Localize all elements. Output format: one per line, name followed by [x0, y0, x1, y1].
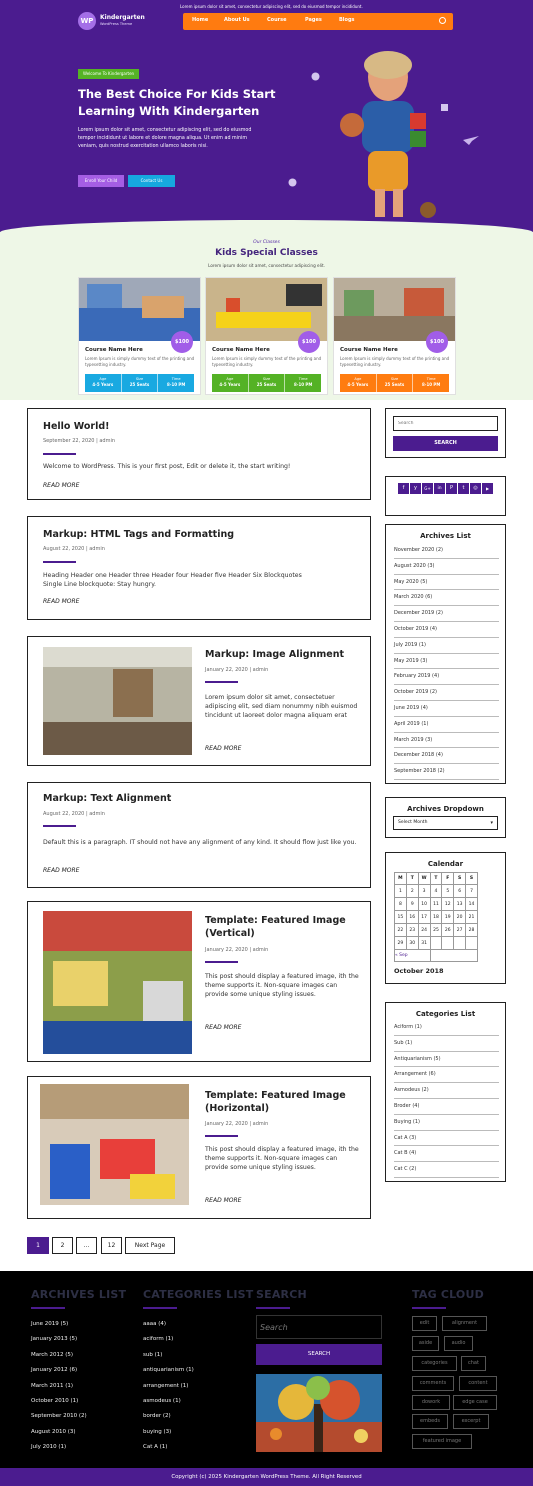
tumblr-icon[interactable]: t [458, 483, 469, 494]
calendar-day: 17 [418, 911, 430, 924]
stat-value: 4-5 Years [347, 382, 369, 387]
calendar-weekday: T [430, 873, 442, 885]
tag-link[interactable]: excerpt [453, 1414, 489, 1429]
main-nav [183, 13, 453, 30]
class-name[interactable]: Course Name Here [212, 347, 270, 353]
footer-archive-link[interactable]: March 2012 (5) [31, 1351, 74, 1358]
post-title[interactable]: Markup: HTML Tags and Formatting [43, 529, 235, 540]
footer-archive-link[interactable]: August 2010 (3) [31, 1428, 76, 1435]
footer-category-link[interactable]: arrangement (1) [143, 1382, 189, 1389]
nav-course[interactable]: Course [267, 17, 287, 23]
archive-link[interactable]: August 2020 (3) [394, 559, 499, 575]
topbar-text: Lorem ipsum dolor sit amet, consectetur adipiscing elit, sed do eiusmod tempor incididunt. [180, 4, 363, 9]
calendar-day: 14 [466, 898, 478, 911]
post-thumbnail[interactable] [40, 1084, 189, 1205]
calendar-day: 29 [395, 937, 407, 950]
calendar-weekday: M [395, 873, 407, 885]
calendar-day: 25 [430, 924, 442, 937]
class-price: $100 [426, 331, 448, 353]
stat-label: Age [226, 377, 234, 381]
category-link[interactable]: Aciform (1) [394, 1020, 499, 1036]
nav-blogs[interactable]: Blogs [339, 17, 355, 23]
stat-value: 4-5 Years [219, 382, 241, 387]
class-stats [212, 374, 321, 392]
class-desc: Lorem Ipsum is simply dummy text of the printing and typesetting industry. [212, 356, 322, 367]
category-link[interactable]: Broder (4) [394, 1099, 499, 1115]
footer-categories-list [143, 1317, 194, 1456]
site-logo[interactable]: WP [78, 12, 96, 30]
footer-search-input[interactable] [256, 1315, 382, 1339]
sidebar-dropdown-widget [385, 797, 506, 838]
stat-label: Age [354, 377, 362, 381]
post-excerpt: Heading Header one Header three Header four Header five Header Six Blockquotes Single Line blockquote: Stay hungry. [43, 572, 302, 588]
stat-label: Size [135, 377, 144, 381]
plane-icon [462, 132, 480, 146]
category-link[interactable]: Antiquarianism (5) [394, 1052, 499, 1068]
post-excerpt: Welcome to WordPress. This is your first post, Edit or delete it, the start writing! [43, 463, 291, 470]
linkedin-icon[interactable]: in [434, 483, 445, 494]
class-desc: Lorem Ipsum is simply dummy text of the printing and typesetting industry. [85, 356, 195, 367]
post-divider [205, 681, 238, 683]
calendar-table [394, 872, 478, 962]
ball-icon [311, 72, 320, 81]
post-divider [43, 825, 76, 827]
category-link[interactable]: Cat A (3) [394, 1131, 499, 1147]
youtube-icon[interactable]: ▶ [482, 483, 493, 494]
archive-link[interactable]: October 2019 (2) [394, 685, 499, 701]
footer-category-link[interactable]: buying (3) [143, 1428, 172, 1435]
post-meta: January 22, 2020 | admin [205, 1121, 269, 1127]
category-link[interactable]: Cat C (2) [394, 1162, 499, 1178]
footer-archive-link[interactable]: October 2010 (1) [31, 1398, 79, 1405]
post-divider [43, 453, 76, 455]
stat-label: Size [262, 377, 271, 381]
post-card [27, 782, 371, 888]
page-12-button[interactable]: 12 [101, 1237, 122, 1254]
footer-archives-title: ARCHIVES LIST [31, 1288, 127, 1301]
dice-icon [440, 103, 449, 112]
footer-category-link[interactable]: border (2) [143, 1413, 171, 1420]
calendar-day: 31 [418, 937, 430, 950]
page-dots: ... [76, 1237, 97, 1254]
pinterest-icon[interactable]: P [446, 483, 457, 494]
calendar-weekday: T [406, 873, 418, 885]
footer-search-button[interactable]: SEARCH [256, 1344, 382, 1365]
archive-link[interactable]: October 2019 (4) [394, 622, 499, 638]
instagram-icon[interactable]: ◎ [470, 483, 481, 494]
tag-link[interactable]: embeds [412, 1414, 448, 1429]
class-name[interactable]: Course Name Here [85, 347, 143, 353]
tag-link[interactable]: audio [444, 1336, 473, 1351]
calendar-day: 2 [406, 885, 418, 898]
tag-link[interactable]: edit [412, 1316, 437, 1331]
next-page-button[interactable]: Next Page [125, 1237, 175, 1254]
classes-section [0, 232, 533, 400]
facebook-icon[interactable]: f [398, 483, 409, 494]
post-thumbnail[interactable] [43, 647, 192, 755]
class-price: $100 [298, 331, 320, 353]
footer-title-underline [31, 1307, 65, 1309]
calendar-day: 23 [406, 924, 418, 937]
site-tagline: WordPress Theme [100, 22, 133, 26]
calendar-day: 16 [406, 911, 418, 924]
calendar-day: 4 [430, 885, 442, 898]
calendar-day: 8 [395, 898, 407, 911]
read-more-link[interactable]: READ MORE [43, 867, 80, 874]
post-divider [205, 961, 238, 963]
widget-title: Calendar [427, 860, 464, 868]
archive-link[interactable]: May 2020 (5) [394, 575, 499, 591]
calendar-day: 9 [406, 898, 418, 911]
post-title[interactable]: Template: Featured Image (Vertical) [205, 915, 346, 939]
classes-kicker: Our Classes [253, 240, 280, 245]
post-meta: September 22, 2020 | admin [43, 438, 116, 444]
calendar-day: 21 [466, 911, 478, 924]
archive-month-select[interactable] [393, 816, 498, 830]
calendar-month: October 2018 [394, 967, 444, 975]
footer-tree-painting [256, 1374, 382, 1452]
archive-link[interactable]: February 2019 (4) [394, 669, 499, 685]
tag-link[interactable]: featured image [412, 1434, 472, 1449]
archive-link[interactable]: December 2019 (2) [394, 606, 499, 622]
calendar-day: 6 [454, 885, 466, 898]
calendar-day [442, 937, 454, 950]
calendar-day [430, 937, 442, 950]
ball-icon [288, 178, 297, 187]
read-more-link[interactable]: READ MORE [205, 745, 242, 752]
archive-link[interactable]: December 2018 (4) [394, 748, 499, 764]
stat-value: 25 Seats [256, 382, 277, 387]
calendar-weekday: S [466, 873, 478, 885]
hero-section [0, 0, 533, 232]
calendar-day: 10 [418, 898, 430, 911]
calendar-day: 20 [454, 911, 466, 924]
category-link[interactable]: Buying (1) [394, 1115, 499, 1131]
stat-label: Age [99, 377, 107, 381]
post-excerpt: Default this is a paragraph. IT should not have any alignment of any kind. It should flow just like you. [43, 839, 357, 846]
footer-archive-link[interactable]: January 2013 (5) [31, 1336, 78, 1343]
hero-character-illustration [320, 35, 455, 225]
footer-title-underline [256, 1307, 290, 1309]
footer-archive-link[interactable]: March 2011 (1) [31, 1382, 74, 1389]
archive-link[interactable]: July 2019 (1) [394, 638, 499, 654]
calendar-day: 24 [418, 924, 430, 937]
archives-list [394, 543, 499, 780]
post-card [27, 901, 371, 1062]
page-2-button[interactable]: 2 [52, 1237, 73, 1254]
sidebar-search-button[interactable]: SEARCH [393, 436, 498, 451]
category-link[interactable]: Cat B (4) [394, 1146, 499, 1162]
post-excerpt: This post should display a featured image, ith the theme supports it. Non-square images can provide some unique styling issues. [205, 973, 359, 998]
select-value: Select Month [398, 820, 428, 825]
calendar-day: 5 [442, 885, 454, 898]
calendar-day: 19 [442, 911, 454, 924]
tag-link[interactable]: categories [412, 1356, 457, 1371]
footer-archive-link[interactable]: September 2010 (2) [31, 1413, 87, 1420]
calendar-day: 27 [454, 924, 466, 937]
class-price: $100 [171, 331, 193, 353]
stat-value: 25 Seats [129, 382, 150, 387]
stat-label: Time [298, 377, 308, 381]
tag-link[interactable]: dowork [412, 1395, 450, 1410]
hero-badge: Welcome To Kindergarten [78, 69, 139, 79]
sidebar-archives-widget [385, 524, 506, 784]
class-stats [85, 374, 194, 392]
tag-link[interactable]: chat [461, 1356, 486, 1371]
calendar-weekday: S [454, 873, 466, 885]
footer-category-link[interactable]: aaaa (4) [143, 1321, 167, 1327]
calendar-day: 13 [454, 898, 466, 911]
stat-value: 8-10 PM [422, 382, 441, 387]
stat-value: 8-10 PM [294, 382, 313, 387]
page-1-button[interactable]: 1 [27, 1237, 49, 1254]
class-desc: Lorem Ipsum is simply dummy text of the printing and typesetting industry. [340, 356, 450, 367]
footer-category-link[interactable]: sub (1) [143, 1351, 163, 1358]
stat-value: 4-5 Years [92, 382, 114, 387]
tag-link[interactable]: edge case [453, 1395, 497, 1410]
post-title[interactable]: Template: Featured Image (Horizontal) [205, 1090, 346, 1114]
calendar-day: 15 [395, 911, 407, 924]
nav-home[interactable]: Home [192, 17, 209, 23]
nav-about[interactable]: About Us [224, 17, 250, 23]
archive-link[interactable]: November 2020 (2) [394, 543, 499, 559]
class-card[interactable] [205, 277, 328, 395]
calendar-day: 18 [430, 911, 442, 924]
post-excerpt: Lorem ipsum dolor sit amet, consectetuer adipiscing elit, sed diam nonummy nibh euismod tincidunt ut laoreet dolor magna aliquam erat [205, 694, 358, 719]
search-icon[interactable] [439, 17, 446, 24]
categories-list [394, 1020, 499, 1178]
sidebar-categories-widget [385, 1002, 506, 1182]
calendar-day: 26 [442, 924, 454, 937]
calendar-day: 22 [395, 924, 407, 937]
contact-button[interactable]: Contact Us [128, 175, 175, 187]
calendar-day [454, 937, 466, 950]
google-plus-icon[interactable]: G+ [422, 483, 433, 494]
calendar-day [466, 937, 478, 950]
read-more-link[interactable]: READ MORE [205, 1197, 242, 1204]
archive-link[interactable]: May 2019 (3) [394, 654, 499, 670]
post-thumbnail[interactable] [43, 911, 192, 1054]
site-name[interactable]: Kindergarten [100, 14, 145, 21]
sidebar-search-input[interactable] [393, 416, 498, 431]
tag-link[interactable]: alignment [442, 1316, 487, 1331]
category-link[interactable]: Arrangement (6) [394, 1067, 499, 1083]
post-title[interactable]: Markup: Image Alignment [205, 649, 345, 660]
nav-pages[interactable]: Pages [305, 17, 322, 23]
post-divider [205, 1135, 238, 1137]
tag-link[interactable]: comments [412, 1376, 454, 1391]
read-more-link[interactable]: READ MORE [43, 482, 80, 489]
post-title[interactable]: Hello World! [43, 421, 110, 432]
footer-category-link[interactable]: Cat A (1) [143, 1444, 168, 1451]
archive-link[interactable]: September 2018 (2) [394, 764, 499, 780]
calendar-day: 1 [395, 885, 407, 898]
widget-title: Categories List [415, 1010, 476, 1018]
archive-link[interactable]: June 2019 (4) [394, 701, 499, 717]
footer-category-link[interactable]: aciform (1) [143, 1336, 174, 1343]
class-name[interactable]: Course Name Here [340, 347, 398, 353]
post-meta: January 22, 2020 | admin [205, 947, 269, 953]
classes-title: Kids Special Classes [215, 248, 318, 258]
read-more-link[interactable]: READ MORE [43, 598, 80, 605]
widget-title: Archives Dropdown [407, 805, 484, 813]
sidebar-search-widget [385, 408, 506, 458]
post-card [27, 408, 371, 500]
archive-link[interactable]: April 2019 (1) [394, 717, 499, 733]
post-card [27, 1076, 371, 1219]
calendar-day: 12 [442, 898, 454, 911]
footer-archive-link[interactable]: June 2019 (5) [31, 1321, 69, 1327]
footer-tagcloud-title: TAG CLOUD [412, 1288, 484, 1301]
post-meta: August 22, 2020 | admin [43, 811, 105, 817]
footer-search-title: SEARCH [256, 1288, 307, 1301]
enroll-button[interactable]: Enroll Your Child [78, 175, 124, 187]
footer-category-link[interactable]: asmodeus (1) [143, 1398, 181, 1405]
calendar-day: 3 [418, 885, 430, 898]
post-divider [43, 561, 76, 563]
archive-link[interactable]: March 2019 (3) [394, 733, 499, 749]
post-meta: August 22, 2020 | admin [43, 546, 105, 552]
class-stats [340, 374, 449, 392]
footer-archive-link[interactable]: July 2010 (1) [31, 1444, 67, 1451]
calendar-weekday: W [418, 873, 430, 885]
calendar-day: 28 [466, 924, 478, 937]
twitter-icon[interactable]: y [410, 483, 421, 494]
category-link[interactable]: Sub (1) [394, 1036, 499, 1052]
post-excerpt: This post should display a featured image, ith the theme supports it. Non-square images can provide some unique styling issues. [205, 1146, 359, 1171]
post-card [27, 636, 371, 766]
hero-text: Lorem ipsum dolor sit amet, consectetur adipiscing elit, sed do eiusmod tempor incididunt ut labore et dolore magna aliqua. Ut enim ad minim veniam, quis nostrud exercitation ullamco laboris nisi. [78, 128, 252, 149]
category-link[interactable]: Asmodeus (2) [394, 1083, 499, 1099]
archive-link[interactable]: March 2020 (6) [394, 590, 499, 606]
class-card[interactable] [333, 277, 456, 395]
hero-title: The Best Choice For Kids Start Learning With Kindergarten [78, 87, 276, 118]
calendar-day: 7 [466, 885, 478, 898]
post-meta: January 22, 2020 | admin [205, 667, 269, 673]
post-title[interactable]: Markup: Text Alignment [43, 793, 172, 804]
stat-label: Time [171, 377, 181, 381]
calendar-prev-link[interactable]: « Sep [395, 950, 431, 962]
calendar-day: 11 [430, 898, 442, 911]
classes-subtitle: Lorem ipsum dolor sit amet, consectetur adipiscing elit. [208, 263, 325, 268]
stat-value: 8-10 PM [167, 382, 186, 387]
tag-link[interactable]: aside [412, 1336, 439, 1351]
footer-categories-title: CATEGORIES LIST [143, 1288, 254, 1301]
footer-archives-list [31, 1317, 87, 1456]
calendar-weekday: F [442, 873, 454, 885]
copyright-bar: Copyright (c) 2025 Kindergarten WordPress Theme. All Right Reserved [0, 1468, 533, 1486]
class-card[interactable] [78, 277, 201, 395]
stat-label: Time [426, 377, 436, 381]
widget-title: Archives List [420, 532, 471, 540]
post-card [27, 516, 371, 620]
calendar-next-cell [430, 950, 477, 962]
stat-label: Size [390, 377, 399, 381]
calendar-day: 30 [406, 937, 418, 950]
social-icons [398, 483, 498, 494]
footer-archive-link[interactable]: January 2012 (6) [31, 1367, 78, 1374]
chevron-down-icon: ▾ [490, 820, 493, 826]
footer-category-link[interactable]: antiquarianism (1) [143, 1367, 194, 1374]
sidebar-calendar-widget [385, 852, 506, 984]
footer [0, 1271, 533, 1468]
sidebar-social-widget [385, 476, 506, 516]
footer-title-underline [412, 1307, 446, 1309]
stat-value: 25 Seats [384, 382, 405, 387]
footer-title-underline [143, 1307, 177, 1309]
tag-link[interactable]: content [459, 1376, 497, 1391]
read-more-link[interactable]: READ MORE [205, 1024, 242, 1031]
